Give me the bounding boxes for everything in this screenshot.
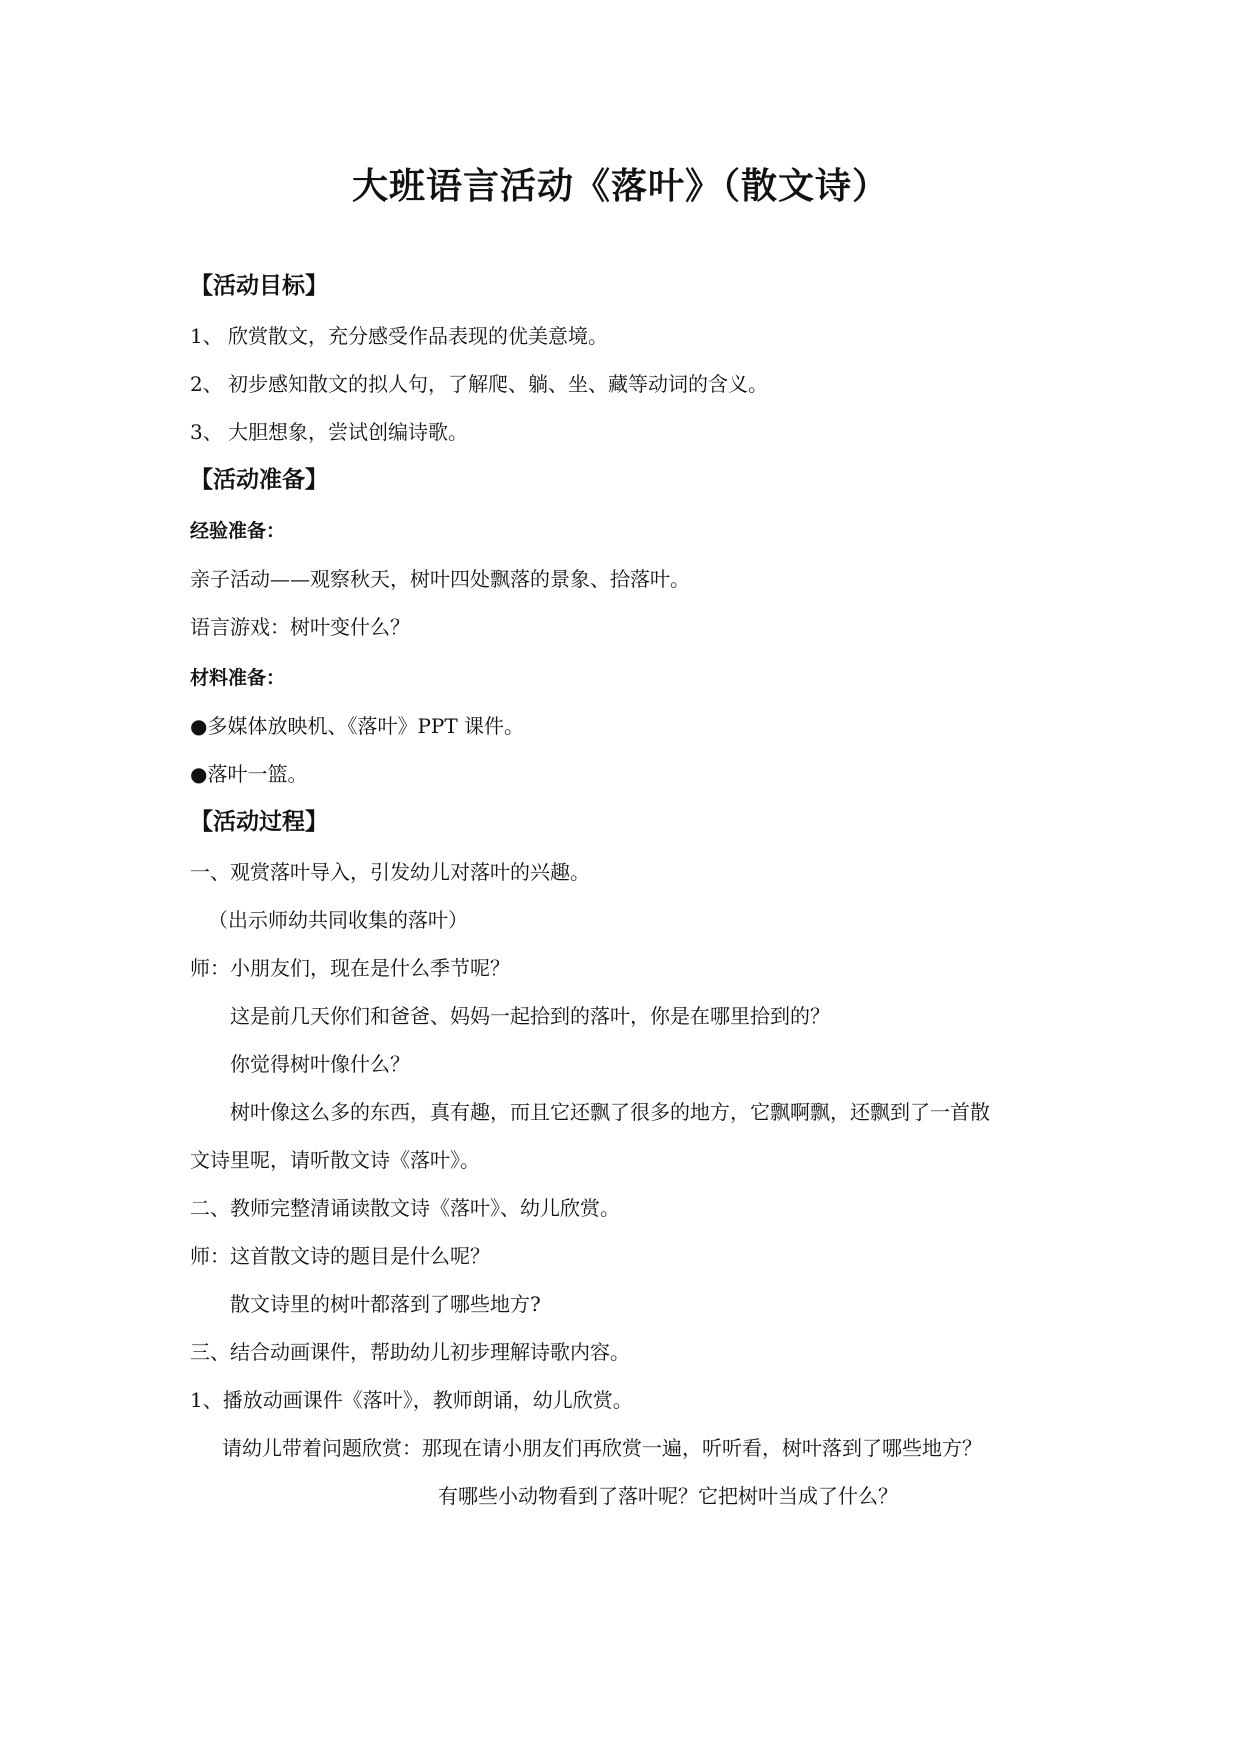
process-line: 请幼儿带着问题欣赏：那现在请小朋友们再欣赏一遍，听听看，树叶落到了哪些地方？: [222, 1436, 982, 1460]
goal-text: 初步感知散文的拟人句，了解爬、躺、坐、藏等动词的含义。: [228, 372, 768, 396]
goal-item-2: [190, 370, 768, 398]
process-line: 你觉得树叶像什么？: [230, 1052, 410, 1076]
goal-number: 1、: [190, 324, 223, 348]
goal-text: 欣赏散文，充分感受作品表现的优美意境。: [228, 324, 608, 348]
process-line: 树叶像这么多的东西，真有趣，而且它还飘了很多的地方，它飘啊飘，还飘到了一首散: [230, 1100, 990, 1124]
process-heading: 【活动过程】: [190, 808, 328, 835]
process-line: 师：小朋友们，现在是什么季节呢？: [190, 956, 510, 980]
process-line: 1、播放动画课件《落叶》，教师朗诵，幼儿欣赏。: [190, 1388, 633, 1412]
material-item-1: ●多媒体放映机、《落叶》PPT 课件。: [190, 714, 525, 738]
process-line: 文诗里呢，请听散文诗《落叶》。: [190, 1148, 480, 1172]
goal-item-1: [190, 322, 608, 350]
prep-heading: 【活动准备】: [190, 466, 328, 493]
material-label: 材料准备：: [190, 667, 286, 689]
experience-label: 经验准备：: [190, 520, 286, 542]
process-line: 一、观赏落叶导入，引发幼儿对落叶的兴趣。: [190, 860, 590, 884]
process-line: 散文诗里的树叶都落到了哪些地方?: [230, 1292, 541, 1316]
material-item-2: ●落叶一篮。: [190, 762, 308, 786]
process-line: 二、教师完整清诵读散文诗《落叶》、幼儿欣赏。: [190, 1196, 620, 1220]
experience-item-1: 亲子活动——观察秋天，树叶四处飘落的景象、拾落叶。: [190, 567, 690, 591]
document-title: 大班语言活动《落叶》（散文诗）: [351, 165, 889, 207]
experience-item-2: 语言游戏：树叶变什么？: [190, 615, 410, 639]
process-line: 有哪些小动物看到了落叶呢？它把树叶当成了什么？: [438, 1484, 898, 1508]
goal-text: 大胆想象，尝试创编诗歌。: [228, 420, 468, 444]
process-line: （出示师幼共同收集的落叶）: [208, 908, 468, 932]
goal-number: 3、: [190, 420, 223, 444]
goal-item-3: [190, 418, 468, 446]
process-line: 师：这首散文诗的题目是什么呢？: [190, 1244, 490, 1268]
goal-number: 2、: [190, 372, 223, 396]
process-line: 三、结合动画课件，帮助幼儿初步理解诗歌内容。: [190, 1340, 630, 1364]
process-line: 这是前几天你们和爸爸、妈妈一起拾到的落叶，你是在哪里拾到的？: [230, 1004, 830, 1028]
goals-heading: 【活动目标】: [190, 272, 328, 299]
